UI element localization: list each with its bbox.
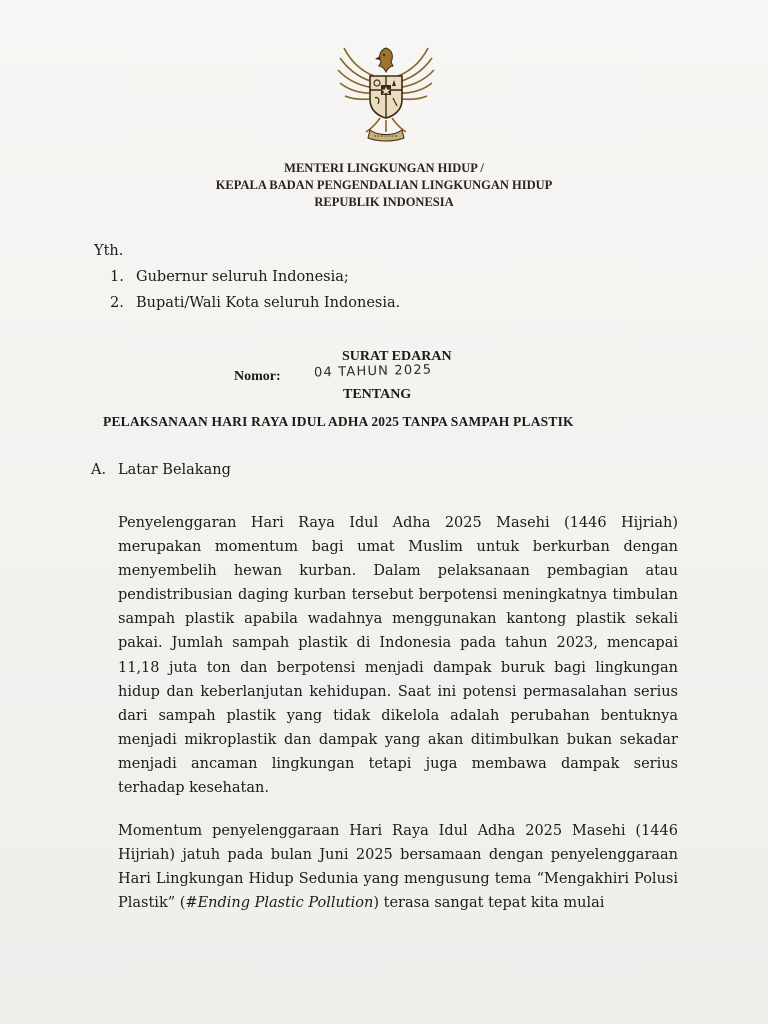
- salutation: Yth.: [94, 243, 124, 259]
- addressee-item: [94, 290, 400, 316]
- addressee-item-text: Bupati/Wali Kota seluruh Indonesia.: [136, 295, 401, 311]
- letterhead: [0, 160, 768, 211]
- body-paragraph-2: [118, 819, 678, 915]
- addressee-item: [94, 264, 400, 290]
- document-type: SURAT EDARAN: [342, 349, 452, 364]
- section-a-heading: [91, 462, 231, 478]
- addressee-block: [94, 238, 400, 316]
- paragraph-2-text: Momentum penyelenggaraan Hari Raya Idul Adha 2025 Masehi (1446 Hijriah) jatuh pada bulan Juni 2025 bersamaan dengan penyelenggaraan Hari Lingkungan Hidup Sedunia yang mengusung tema “Mengakhiri Polusi Plastik” (: [118, 823, 678, 912]
- document-number-handwritten: 04 TAHUN 2025: [313, 362, 433, 381]
- garuda-pancasila-emblem-icon: [330, 38, 442, 148]
- paragraph-2-hashtag: #Ending Plastic Pollution: [185, 895, 374, 912]
- document-subject: PELAKSANAAN HARI RAYA IDUL ADHA 2025 TANPA SAMPAH PLASTIK: [103, 414, 574, 429]
- addressee-item-number: 1.: [110, 269, 124, 285]
- addressee-item-number: 2.: [110, 295, 124, 311]
- addressee-item-text: Gubernur seluruh Indonesia;: [136, 269, 349, 285]
- body-paragraph-1: Penyelenggaran Hari Raya Idul Adha 2025 Masehi (1446 Hijriah) merupakan momentum bagi umat Muslim untuk berkurban dengan menyembelih hewan kurban. Dalam pelaksanaan pembagian atau pendistribusian daging kurban tersebut berpotensi meningkatnya timbulan sampah plastik apabila wadahnya menggunakan kantong plastik sekali pakai. Jumlah sampah plastik di Indonesia pada tahun 2023, mencapai 11,18 juta ton dan berpotensi menjadi dampak buruk bagi lingkungan hidup dan keberlanjutan kehidupan. Saat ini potensi permasalahan serius dari sampah plastik yang tidak dikelola adalah perubahan bentuknya menjadi mikroplastik dan dampak yang akan ditimbulkan bukan sekadar menjadi ancaman lingkungan tetapi juga membawa dampak serius terhadap kesehatan.: [118, 515, 678, 797]
- section-letter: A.: [91, 462, 107, 478]
- document-number-label: Nomor:: [234, 369, 281, 384]
- letterhead-line-1: MENTERI LINGKUNGAN HIDUP /: [284, 161, 484, 175]
- document-number-row: [234, 362, 433, 385]
- section-title: Latar Belakang: [118, 462, 231, 478]
- letterhead-line-3: REPUBLIK INDONESIA: [314, 195, 454, 209]
- paragraph-2-text-end: ) terasa sangat tepat kita mulai: [373, 895, 605, 912]
- tentang-label: TENTANG: [343, 387, 412, 402]
- letterhead-line-2: KEPALA BADAN PENGENDALIAN LINGKUNGAN HIDUP: [215, 178, 553, 192]
